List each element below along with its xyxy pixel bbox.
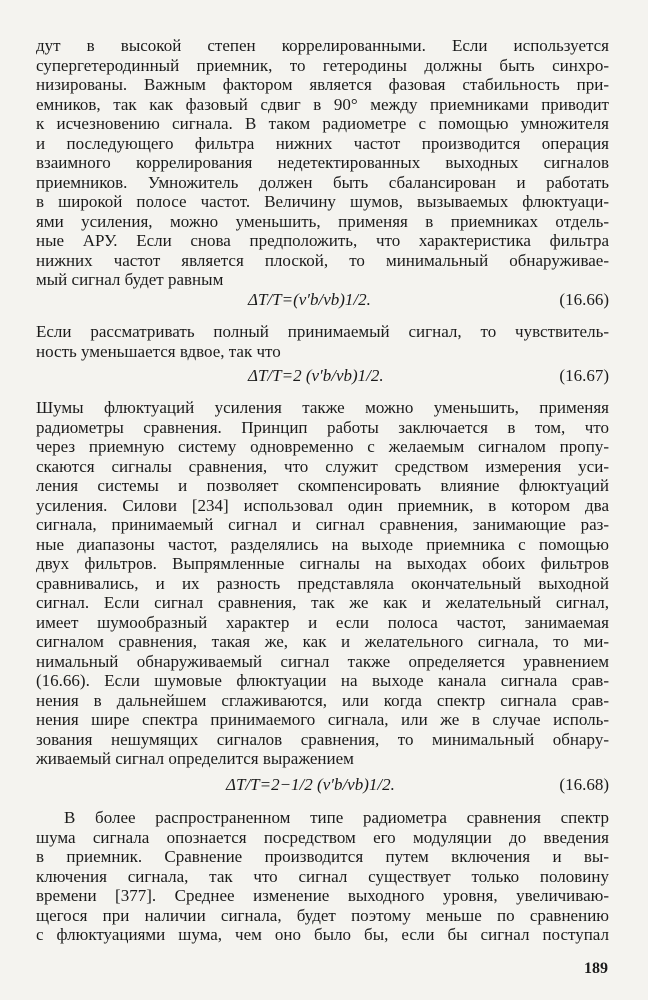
text-line: ключения сигнала, так что сигнал существует только половину: [36, 866, 609, 886]
paragraph-4: [36, 808, 609, 945]
equation-formula: ΔT/T=(ν′b/νb)1/2.: [248, 290, 371, 309]
text-line: нимальный обнаруживаемый сигнал также определяется уравнением: [36, 651, 609, 671]
equation-16-67: [36, 366, 609, 390]
text-line: в приемник. Сравнение производится путем включения и вы-: [36, 847, 609, 866]
equation-16-66: [36, 290, 609, 314]
text-line: зования нешумящих сигналов сравнения, то минимальный обнару-: [36, 729, 609, 749]
text-line: нения шире спектра принимаемого сигнала, или же в случае исполь-: [36, 710, 609, 729]
text-line: сигнала, принимаемый сигнал и сигнал сравнения, занимающие раз-: [36, 515, 609, 534]
text-line: (16.66). Если шумовые флюктуации на выходе канала сигнала срав-: [36, 671, 609, 690]
text-line: ные диапазоны частот, разделялись на выходе приемника с помощью: [36, 534, 609, 554]
text-line: В более распространенном типе радиометра сравнения спектр: [64, 808, 609, 827]
text-line: шума сигнала опознается посредством его модуляции до введения: [36, 827, 609, 847]
text-line: в широкой полосе частот. Величину шумов, вызываемых флюктуаци-: [36, 192, 609, 211]
text-line: сравнивались, и их разность представляла окончательный выходной: [36, 573, 609, 593]
text-line: приемников. Умножитель должен быть сбалансирован и работать: [36, 172, 609, 192]
text-line: с флюктуациями шума, чем оно было бы, если бы сигнал поступал: [36, 925, 609, 944]
text-line: супергетеродинный приемник, то гетеродины должны быть синхро-: [36, 55, 609, 75]
paragraph-3: [36, 398, 609, 769]
text-line: емников, так как фазовый сдвиг в 90° между приемниками приводит: [36, 94, 609, 114]
text-line: мый сигнал будет равным: [36, 270, 224, 289]
text-line: имеет шумообразный характер и если полоса частот, занимаемая: [36, 612, 609, 632]
text-line: Шумы флюктуаций усиления также можно уменьшить, применяя: [36, 398, 609, 417]
text-line: времени [377]. Среднее изменение выходного уровня, увеличиваю-: [36, 886, 609, 905]
text-line: радиометры сравнения. Принцип работы заключается в том, что: [36, 417, 609, 437]
text-line: сигналом сравнения, такая же, как и желательного сигнала, то ми-: [36, 632, 609, 651]
text-line: ления системы и позволяет скомпенсировать влияние флюктуаций: [36, 476, 609, 495]
text-line: нения в дальнейшем сглаживаются, или когда спектр сигнала срав-: [36, 690, 609, 710]
text-line: и последующего фильтра нижних частот производится операция: [36, 133, 609, 153]
text-line: к исчезновению сигнала. В таком радиометре с помощью умножителя: [36, 114, 609, 133]
text-line: живаемый сигнал определится выражением: [36, 749, 354, 768]
text-line: ность уменьшается вдвое, так что: [36, 341, 281, 361]
text-line: усиления. Силови [234] использовал один приемник, в котором два: [36, 495, 609, 515]
equation-number: (16.67): [559, 366, 609, 385]
equation-number: (16.66): [559, 290, 609, 309]
equation-formula: ΔT/T=2 (ν′b/νb)1/2.: [248, 366, 384, 385]
paragraph-1: [36, 36, 609, 290]
text-line: щегося при наличии сигнала, будет поэтому меньше по сравнению: [36, 905, 609, 925]
page-number: 189: [584, 960, 608, 977]
text-line: нижних частот является плоской, то минимальный обнаруживае-: [36, 250, 609, 270]
text-line: скаются сигналы сравнения, что служит средством измерения уси-: [36, 456, 609, 476]
equation-formula: ΔT/T=2−1/2 (ν′b/νb)1/2.: [226, 775, 395, 794]
text-line: через приемную систему одновременно с желаемым сигналом пропу-: [36, 437, 609, 456]
text-line: ные АРУ. Если снова предположить, что характеристика фильтра: [36, 231, 609, 250]
text-line: Если рассматривать полный принимаемый сигнал, то чувствитель-: [36, 322, 609, 341]
paragraph-2: [36, 322, 609, 361]
equation-16-68: [36, 775, 609, 799]
text-line: сигнал. Если сигнал сравнения, так же как и желательный сигнал,: [36, 593, 609, 612]
text-line: дут в высокой степен коррелированными. Если используется: [36, 36, 609, 55]
text-line: низированы. Важным фактором является фазовая стабильность при-: [36, 75, 609, 94]
equation-number: (16.68): [559, 775, 609, 794]
text-line: двух фильтров. Выпрямленные сигналы на выходах обоих фильтров: [36, 554, 609, 573]
text-line: ями усиления, можно уменьшить, применяя в приемниках отдель-: [36, 211, 609, 231]
text-line: взаимного коррелирования недетектированных выходных сигналов: [36, 153, 609, 172]
